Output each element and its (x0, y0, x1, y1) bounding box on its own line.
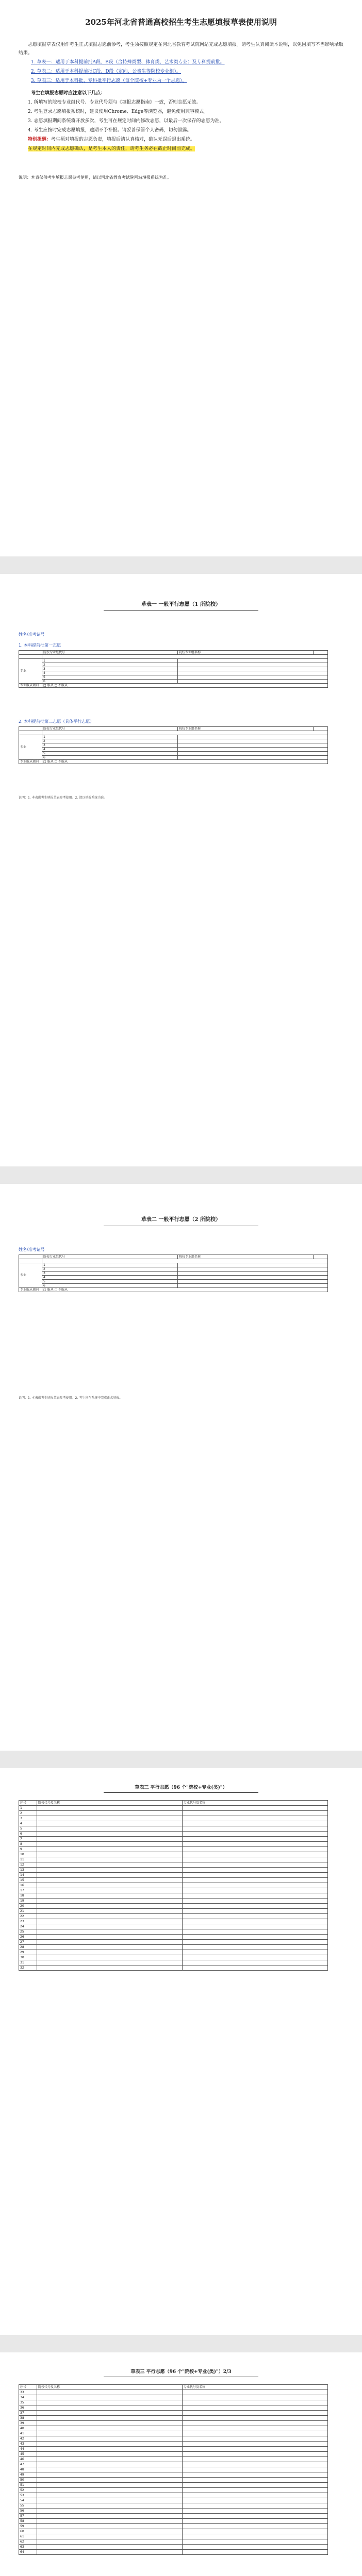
intro-rule: 3. 志愿填报期间系统将开放多次，考生可在规定时间内修改志愿，以最后一次保存的志愿为准。 (28, 118, 224, 124)
intro-rule: 2. 考生登录志愿填报系统时，建议使用Chrome、Edge等浏览器，避免使用兼容模式。 (28, 109, 209, 114)
sheet2-title: 草表二 一般平行志愿（2 所院校） (104, 1215, 258, 1226)
page-separator (0, 556, 362, 574)
intro-footer: 说明：本表仅供考生填报志愿参考使用，请以河北省教育考试院网站填报系统为准。 (19, 175, 171, 180)
page-separator (0, 2335, 362, 2352)
sheet3-grid-1: 序号 院校代号及名称 专业代号及名称 1 2 3 4 5 6 7 8 9 10 11 12 13 14 15 16 17 18 19 20 21 22 23 24 25 26 27 28 29 30 31 32 (19, 1800, 328, 1971)
sheet1-section-b: 2. 本科提前批第二志愿（具体平行志愿） (19, 719, 94, 724)
intro-rule: 4. 考生应按时完成志愿填报，逾期不予补报。请妥善保管个人密码，切勿泄露。 (28, 128, 192, 133)
name-label: 姓名/准考证号 (19, 632, 45, 637)
sheet1-note: 说明：1. 本表供考生填报草表参考使用。2. 请以填报系统为准。 (19, 796, 107, 800)
name-label: 姓名/准考证号 (19, 1247, 45, 1252)
sheet3-title-2: 草表三 平行志愿（96 个"院校+专业(类)"）2/3 (104, 2368, 258, 2377)
instructions-page (0, 0, 362, 556)
sheet1-table-b: 院校专业组代号 院校专业组名称 专业 1 2 3 4 5 6 专业服从调剂 □ 服从 □ 不服从 (19, 726, 328, 764)
sheet3-title: 草表三 平行志愿（96 个"院校+专业(类)"） (104, 1784, 258, 1793)
sheet1-section-a: 1. 本科提前批第一志愿 (19, 643, 61, 648)
sheet2-note: 说明：1. 本表供考生填报草表参考使用。2. 考生须在系统中完成正式填报。 (19, 1396, 123, 1400)
intro-item: 3. 草表三：适用于本科批、专科批平行志愿（每个院校+专业为一个志愿）。 (31, 78, 187, 83)
intro-item: 2. 草表二：适用于本科提前批C段、D段（定向、公费生等院校专业组）。 (31, 69, 182, 74)
intro-item: 1. 草表一：适用于本科提前批A段、B段（含特殊类型、体育类、艺术类专业）及专科提前批。 (31, 60, 225, 65)
special-reminder: 特别提醒：考生须对填报的志愿负责，填报后请认真核对，确认无误后退出系统。 (28, 137, 195, 142)
sheet3-page-2 (0, 2352, 362, 2576)
sheet1-page (0, 574, 362, 1166)
doc-title: 2025年河北省普通高校招生考生志愿填报草表使用说明 (85, 18, 277, 27)
sheet3-grid-2: 序号 院校代号及名称 专业代号及名称 33 34 35 36 37 38 39 40 41 42 43 44 45 46 47 48 49 50 51 52 53 54 55 56 57 58 59 60 61 62 63 64 (19, 2384, 328, 2555)
intro-paragraph: 志愿填报草表仅用作考生正式填报志愿前参考，考生须按照规定在河北省教育考试院网站完成志愿填报。请考生认真阅读本说明，以免因填写不当影响录取结果。 (19, 42, 344, 56)
sheet3-page-1 (0, 1768, 362, 2335)
sheet1-title: 草表一 一般平行志愿（1 所院校） (104, 600, 258, 611)
highlight-text: 在规定时间内完成志愿确认，是考生本人的责任，请考生务必在截止时间前完成。 (28, 146, 195, 151)
sheet2-table: 院校专业组代号 院校专业组名称 专业 1 2 3 4 5 6 专业服从调剂 □ 服从 □ 不服从 (19, 1255, 328, 1292)
intro-section (19, 41, 343, 182)
intro-rule: 1. 所填写的院校专业组代号、专业代号须与《填报志愿指南》一致，否则志愿无效。 (28, 100, 201, 105)
sheet2-page (0, 1184, 362, 1751)
page-separator (0, 1166, 362, 1184)
intro-subheading: 考生在填报志愿时应注意以下几点： (31, 91, 106, 96)
sheet1-table-a: 院校专业组代号 院校专业组名称 专业 1 2 3 4 5 6 专业服从调剂 □ 服从 □ 不服从 (19, 650, 328, 688)
page-separator (0, 1751, 362, 1768)
